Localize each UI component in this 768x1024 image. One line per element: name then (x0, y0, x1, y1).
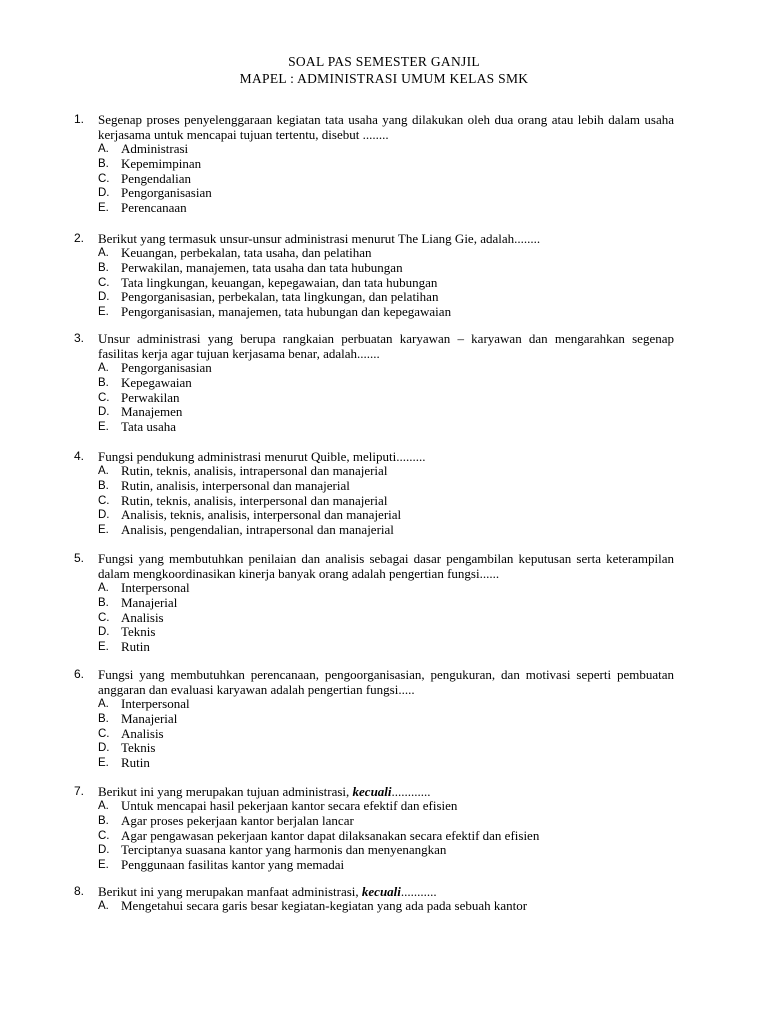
option-text: Analisis, pengendalian, intrapersonal dan manajerial (121, 522, 394, 538)
option-text: Kepegawaian (121, 374, 192, 390)
option-letter: D. (98, 742, 110, 755)
question-stem: Fungsi yang membutuhkan penilaian dan analisis sebagai dasar pengambilan keputusan serta keterampilan dalam mengkoordinasikan kinerja banyak orang adalah pengertian fungsi...... (98, 551, 674, 581)
question-number: 3. (74, 331, 85, 345)
option-text: Keuangan, perbekalan, tata usaha, dan pelatihan (121, 245, 372, 260)
question-stem: Fungsi yang membutuhkan perencanaan, pengoorganisasian, pengukuran, dan motivasi seperti pembuatan anggaran dan evaluasi karyawan adalah pengertian fungsi..... (98, 667, 674, 697)
option-letter: C. (98, 276, 110, 289)
question-text (98, 331, 674, 361)
answer-option (74, 305, 674, 320)
option-text: Pengorganisasian (121, 360, 212, 375)
option-letter: E. (98, 859, 109, 872)
question-text (98, 231, 674, 246)
answer-option (74, 899, 674, 914)
option-letter: C. (98, 391, 110, 404)
option-letter: A. (98, 582, 109, 594)
option-letter: B. (98, 596, 109, 609)
option-text: Teknis (121, 740, 156, 756)
answer-option (74, 420, 674, 435)
answer-option (74, 157, 674, 172)
option-letter: B. (98, 479, 109, 492)
option-letter: B. (98, 261, 109, 274)
option-text: Analisis (121, 725, 164, 741)
question-text (98, 667, 674, 697)
answer-option (74, 479, 674, 494)
option-text: Pengorganisasian (121, 185, 212, 201)
option-letter: C. (98, 727, 110, 740)
answer-option (74, 581, 674, 596)
answer-option (74, 843, 674, 858)
option-letter: D. (98, 509, 110, 522)
exam-title: SOAL PAS SEMESTER GANJIL (288, 54, 480, 69)
question-stem: Berikut yang termasuk unsur-unsur administrasi menurut The Liang Gie, adalah........ (98, 231, 541, 246)
answer-option (74, 290, 674, 305)
question-number: 1. (74, 112, 85, 126)
option-text: Tata usaha (121, 419, 177, 435)
option-text: Agar proses pekerjaan kantor berjalan lancar (121, 812, 354, 828)
answer-option (74, 858, 674, 873)
option-letter: C. (98, 494, 110, 507)
question-stem: Segenap proses penyelenggaraan kegiatan tata usaha yang dilakukan oleh dua orang atau lebih dalam usaha kerjasama untuk mencapai tujuan tertentu, disebut ........ (98, 112, 674, 142)
option-text: Interpersonal (121, 696, 190, 711)
answer-option (74, 814, 674, 829)
option-letter: A. (98, 698, 109, 710)
answer-option (74, 727, 674, 742)
option-text: Pengorganisasian, perbekalan, tata lingkungan, dan pelatihan (121, 289, 439, 305)
option-text: Rutin (121, 639, 150, 655)
option-letter: E. (98, 757, 109, 770)
option-text: Untuk mencapai hasil pekerjaan kantor secara efektif dan efisien (121, 798, 458, 813)
question-number: 2. (74, 231, 85, 245)
answer-option (74, 741, 674, 756)
option-letter: C. (98, 611, 110, 624)
question-suffix: ........... (400, 884, 437, 899)
answer-option (74, 829, 674, 844)
question-8 (74, 884, 674, 914)
answer-option (74, 186, 674, 201)
option-letter: E. (98, 641, 109, 654)
answer-option (74, 508, 674, 523)
option-text: Terciptanya suasana kantor yang harmonis dan menyenangkan (121, 842, 447, 858)
option-text: Kepemimpinan (121, 155, 202, 171)
option-text: Mengetahui secara garis besar kegiatan-kegiatan yang ada pada sebuah kantor (121, 898, 528, 913)
answer-option (74, 376, 674, 391)
question-text (98, 449, 674, 464)
question-number: 5. (74, 551, 85, 565)
answer-option (74, 276, 674, 291)
question-text (98, 884, 674, 899)
option-letter: D. (98, 291, 110, 304)
option-text: Rutin, teknis, analisis, intrapersonal dan manajerial (121, 463, 388, 478)
option-text: Rutin, teknis, analisis, interpersonal dan manajerial (121, 492, 388, 508)
answer-option (74, 523, 674, 538)
option-letter: D. (98, 187, 110, 200)
option-text: Manajemen (121, 404, 183, 420)
option-letter: A. (98, 465, 109, 477)
question-stem: Berikut ini yang merupakan manfaat administrasi, (98, 884, 362, 899)
question-number: 7. (74, 784, 85, 798)
question-number: 8. (74, 884, 85, 898)
option-letter: D. (98, 626, 110, 639)
answer-option (74, 261, 674, 276)
answer-option (74, 611, 674, 626)
question-5 (74, 551, 674, 655)
answer-option (74, 246, 674, 261)
option-text: Analisis (121, 609, 164, 625)
question-1 (74, 112, 674, 216)
question-7 (74, 784, 674, 873)
option-text: Pengorganisasian, manajemen, tata hubungan dan kepegawaian (121, 304, 452, 320)
option-text: Rutin, analisis, interpersonal dan manajerial (121, 477, 350, 493)
option-text: Pengendalian (121, 170, 192, 186)
question-text (98, 112, 674, 142)
option-letter: E. (98, 524, 109, 537)
option-letter: B. (98, 814, 109, 827)
option-text: Rutin (121, 755, 150, 771)
answer-option (74, 596, 674, 611)
answer-option (74, 494, 674, 509)
option-text: Penggunaan fasilitas kantor yang memadai (121, 857, 345, 873)
option-letter: A. (98, 362, 109, 374)
option-text: Manajerial (121, 710, 178, 726)
question-text (98, 551, 674, 581)
answer-option (74, 391, 674, 406)
question-stem: Unsur administrasi yang berupa rangkaian perbuatan karyawan – karyawan dan mengarahkan segenap fasilitas kerja agar tujuan kerjasama benar, adalah....... (98, 331, 674, 361)
answer-option (74, 697, 674, 712)
answer-option (74, 640, 674, 655)
answer-option (74, 172, 674, 187)
option-letter: E. (98, 306, 109, 319)
exam-subtitle: MAPEL : ADMINISTRASI UMUM KELAS SMK (239, 71, 529, 86)
option-letter: C. (98, 172, 110, 185)
option-text: Analisis, teknis, analisis, interpersonal dan manajerial (121, 507, 402, 523)
answer-option (74, 142, 674, 157)
question-emphasis: kecuali (361, 884, 401, 899)
option-letter: A. (98, 247, 109, 259)
question-6 (74, 667, 674, 771)
answer-option (74, 625, 674, 640)
question-2 (74, 231, 674, 320)
answer-option (74, 756, 674, 771)
option-text: Perwakilan, manajemen, tata usaha dan tata hubungan (121, 259, 403, 275)
answer-option (74, 799, 674, 814)
option-text: Administrasi (121, 141, 189, 156)
option-letter: A. (98, 800, 109, 812)
option-letter: A. (98, 900, 109, 912)
option-letter: B. (98, 712, 109, 725)
option-letter: B. (98, 376, 109, 389)
question-number: 6. (74, 667, 85, 681)
answer-option (74, 201, 674, 216)
answer-option (74, 464, 674, 479)
question-stem: Fungsi pendukung administrasi menurut Quible, meliputi......... (98, 449, 426, 464)
answer-option (74, 405, 674, 420)
option-text: Interpersonal (121, 580, 190, 595)
option-letter: E. (98, 202, 109, 215)
question-stem: Berikut ini yang merupakan tujuan administrasi, (98, 784, 353, 799)
question-emphasis: kecuali (352, 784, 392, 799)
answer-option (74, 361, 674, 376)
question-number: 4. (74, 449, 85, 463)
option-text: Agar pengawasan pekerjaan kantor dapat dilaksanakan secara efektif dan efisien (121, 827, 540, 843)
option-letter: E. (98, 421, 109, 434)
option-text: Perwakilan (121, 389, 180, 405)
option-letter: D. (98, 844, 110, 857)
question-suffix: ............ (391, 784, 431, 799)
option-text: Perencanaan (121, 200, 187, 216)
option-text: Manajerial (121, 594, 178, 610)
question-4 (74, 449, 674, 538)
question-3 (74, 331, 674, 435)
option-text: Tata lingkungan, keuangan, kepegawaian, dan tata hubungan (121, 274, 438, 290)
option-text: Teknis (121, 624, 156, 640)
answer-option (74, 712, 674, 727)
option-letter: B. (98, 157, 109, 170)
option-letter: D. (98, 406, 110, 419)
question-text (98, 784, 674, 799)
option-letter: A. (98, 143, 109, 155)
option-letter: C. (98, 829, 110, 842)
